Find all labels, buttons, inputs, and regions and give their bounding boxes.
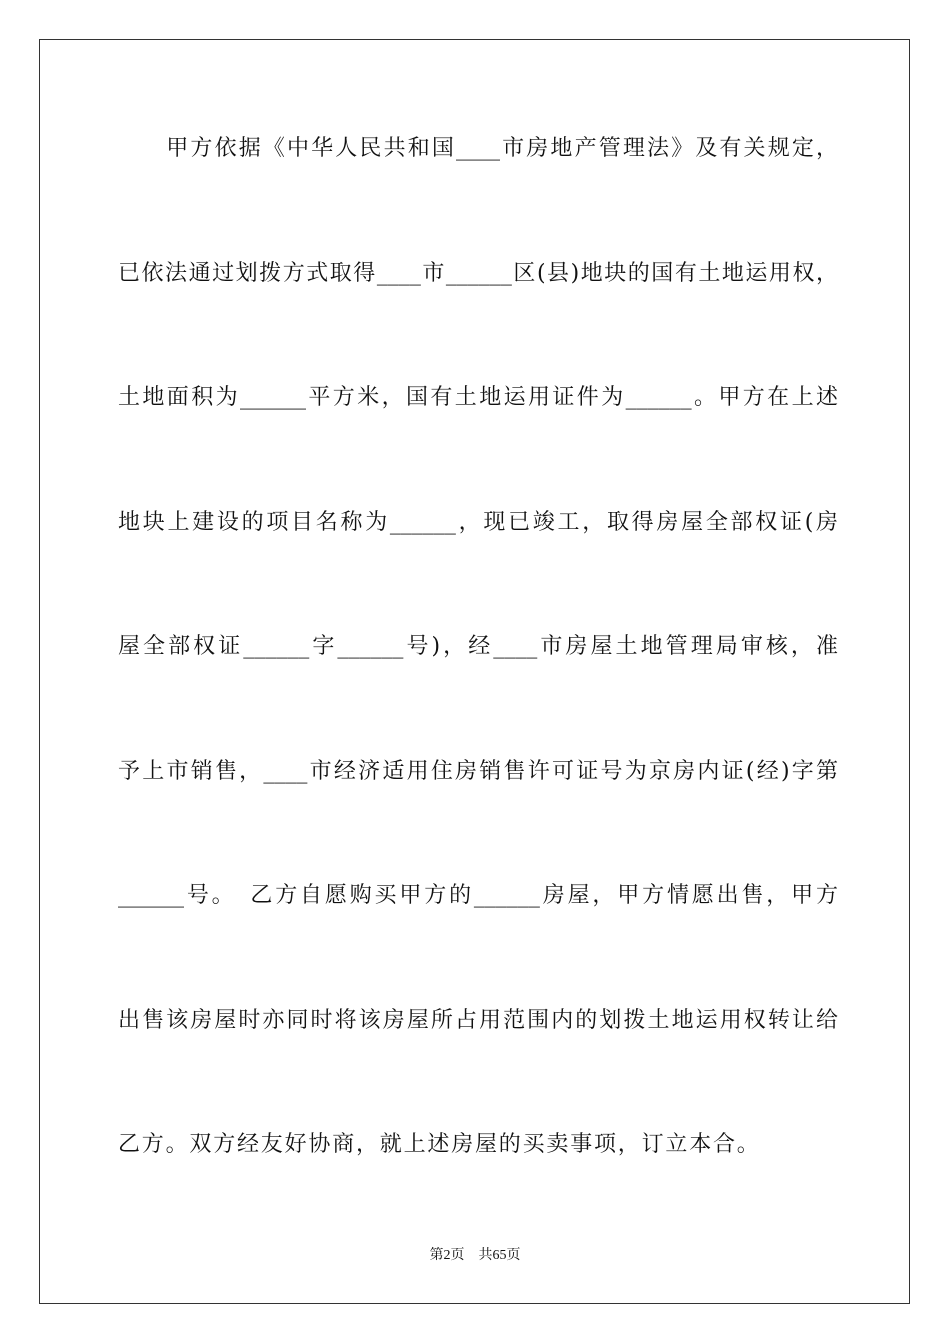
paragraph-line-6: 予上市销售，____市经济适用住房销售许可证号为京房内证(经)字第 bbox=[118, 759, 838, 784]
page-number-footer: 第2页 共65页 bbox=[429, 1248, 521, 1263]
paragraph-line-7: ______号。 乙方自愿购买甲方的______房屋，甲方情愿出售，甲方 bbox=[118, 883, 838, 908]
paragraph-line-1: 甲方依据《中华人民共和国____市房地产管理法》及有关规定， bbox=[118, 136, 838, 161]
paragraph-line-2: 已依法通过划拨方式取得____市______区(县)地块的国有土地运用权， bbox=[118, 261, 838, 286]
paragraph-line-4: 地块上建设的项目名称为______，现已竣工，取得房屋全部权证(房 bbox=[118, 510, 838, 535]
paragraph-line-8: 出售该房屋时亦同时将该房屋所占用范围内的划拨土地运用权转让给 bbox=[118, 1008, 838, 1033]
paragraph-line-3: 土地面积为______平方米，国有土地运用证件为______。甲方在上述 bbox=[118, 385, 838, 410]
paragraph-line-5: 屋全部权证______字______号)，经____市房屋土地管理局审核，准 bbox=[118, 634, 838, 659]
page-border bbox=[39, 39, 910, 1304]
paragraph-line-9: 乙方。双方经友好协商，就上述房屋的买卖事项，订立本合。 bbox=[118, 1132, 761, 1157]
